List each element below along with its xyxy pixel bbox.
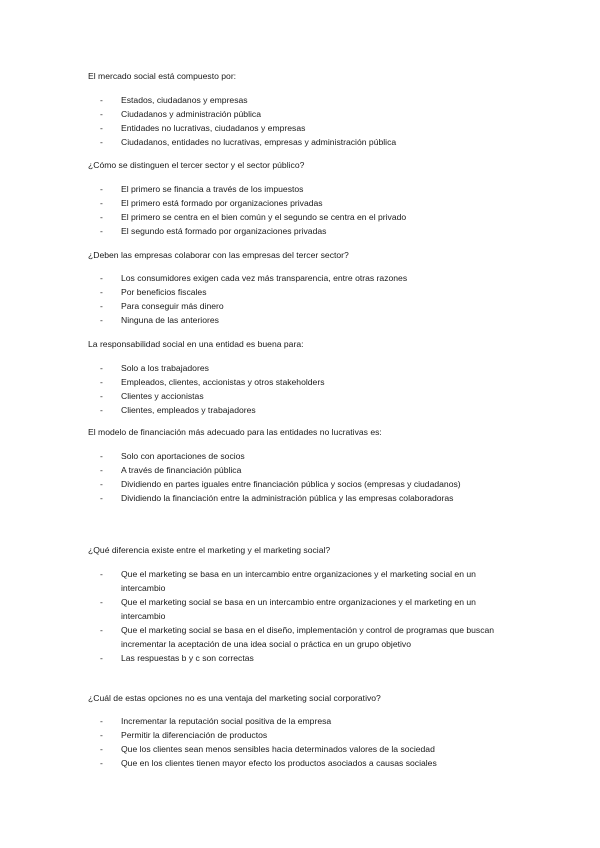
bullet-dash: - — [100, 363, 103, 373]
option-2d: - El segundo está formado por organizaciones privadas — [100, 226, 327, 236]
option-6d: - Las respuestas b y c son correctas — [100, 653, 254, 663]
bullet-dash: - — [100, 315, 103, 325]
question-7-text: ¿Cuál de estas opciones no es una ventaja del marketing social corporativo? — [88, 693, 381, 703]
question-6-options — [100, 567, 520, 665]
bullet-dash: - — [100, 744, 103, 754]
option-3a: - Los consumidores exigen cada vez más transparencia, entre otras razones — [100, 273, 408, 283]
bullet-dash: - — [100, 597, 103, 607]
question-3-options — [100, 271, 520, 327]
option-5c: - Dividiendo en partes iguales entre financiación pública y socios (empresas y ciudadanos) — [100, 479, 461, 489]
option-5d: - Dividiendo la financiación entre la administración pública y las empresas colaboradoras — [100, 493, 454, 503]
option-4a: - Solo a los trabajadores — [100, 363, 209, 373]
question-4-options — [100, 361, 520, 417]
bullet-dash: - — [100, 451, 103, 461]
option-7c: - Que los clientes sean menos sensibles hacia determinados valores de la sociedad — [100, 744, 435, 754]
bullet-dash: - — [100, 405, 103, 415]
question-6-text: ¿Qué diferencia existe entre el marketing y el marketing social? — [88, 545, 331, 555]
bullet-dash: - — [100, 109, 103, 119]
bullet-dash: - — [100, 479, 103, 489]
option-2a: - El primero se financia a través de los impuestos — [100, 184, 304, 194]
bullet-dash: - — [100, 730, 103, 740]
option-7b: - Permitir la diferenciación de productos — [100, 730, 268, 740]
bullet-dash: - — [100, 137, 103, 147]
bullet-dash: - — [100, 287, 103, 297]
bullet-dash: - — [100, 493, 103, 503]
bullet-dash: - — [100, 273, 103, 283]
bullet-dash: - — [100, 391, 103, 401]
question-5-options — [100, 449, 520, 505]
option-4c: - Clientes y accionistas — [100, 391, 204, 401]
question-5-text: El modelo de financiación más adecuado para las entidades no lucrativas es: — [88, 427, 382, 437]
bullet-dash: - — [100, 625, 103, 635]
bullet-dash: - — [100, 123, 103, 133]
option-1a: - Estados, ciudadanos y empresas — [100, 95, 248, 105]
option-7d: - Que en los clientes tienen mayor efecto los productos asociados a causas sociales — [100, 758, 437, 768]
option-6b: - Que el marketing social se basa en un intercambio entre organizaciones y el marketing en un intercambio — [100, 597, 476, 621]
question-3-text: ¿Deben las empresas colaborar con las empresas del tercer sector? — [88, 250, 349, 260]
question-2-options — [100, 182, 520, 238]
bullet-dash: - — [100, 716, 103, 726]
option-6c: - Que el marketing social se basa en el diseño, implementación y control de programas que buscan incrementar la aceptación de una idea social o práctica en un grupo objetivo — [100, 625, 495, 649]
option-5a: - Solo con aportaciones de socios — [100, 451, 245, 461]
bullet-dash: - — [100, 301, 103, 311]
bullet-dash: - — [100, 758, 103, 768]
option-1c: - Entidades no lucrativas, ciudadanos y empresas — [100, 123, 306, 133]
bullet-dash: - — [100, 184, 103, 194]
bullet-dash: - — [100, 198, 103, 208]
bullet-dash: - — [100, 226, 103, 236]
option-1b: - Ciudadanos y administración pública — [100, 109, 261, 119]
option-4b: - Empleados, clientes, accionistas y otros stakeholders — [100, 377, 325, 387]
option-5b: - A través de financiación pública — [100, 465, 242, 475]
bullet-dash: - — [100, 653, 103, 663]
bullet-dash: - — [100, 212, 103, 222]
question-1-text: El mercado social está compuesto por: — [88, 71, 237, 81]
option-2b: - El primero está formado por organizaciones privadas — [100, 198, 323, 208]
bullet-dash: - — [100, 95, 103, 105]
option-6a: - Que el marketing se basa en un intercambio entre organizaciones y el marketing social en un intercambio — [100, 569, 476, 593]
bullet-dash: - — [100, 465, 103, 475]
question-1-options — [100, 93, 520, 149]
question-7-options — [100, 714, 520, 770]
option-2c: - El primero se centra en el bien común y el segundo se centra en el privado — [100, 212, 407, 222]
bullet-dash: - — [100, 377, 103, 387]
option-4d: - Clientes, empleados y trabajadores — [100, 405, 256, 415]
question-4-text: La responsabilidad social en una entidad es buena para: — [88, 339, 304, 349]
bullet-dash: - — [100, 569, 103, 579]
question-2-text: ¿Cómo se distinguen el tercer sector y el sector público? — [88, 160, 305, 170]
option-3c: - Para conseguir más dinero — [100, 301, 224, 311]
option-3b: - Por beneficios fiscales — [100, 287, 207, 297]
option-3d: - Ninguna de las anteriores — [100, 315, 219, 325]
option-1d: - Ciudadanos, entidades no lucrativas, empresas y administración pública — [100, 137, 397, 147]
option-7a: - Incrementar la reputación social positiva de la empresa — [100, 716, 332, 726]
